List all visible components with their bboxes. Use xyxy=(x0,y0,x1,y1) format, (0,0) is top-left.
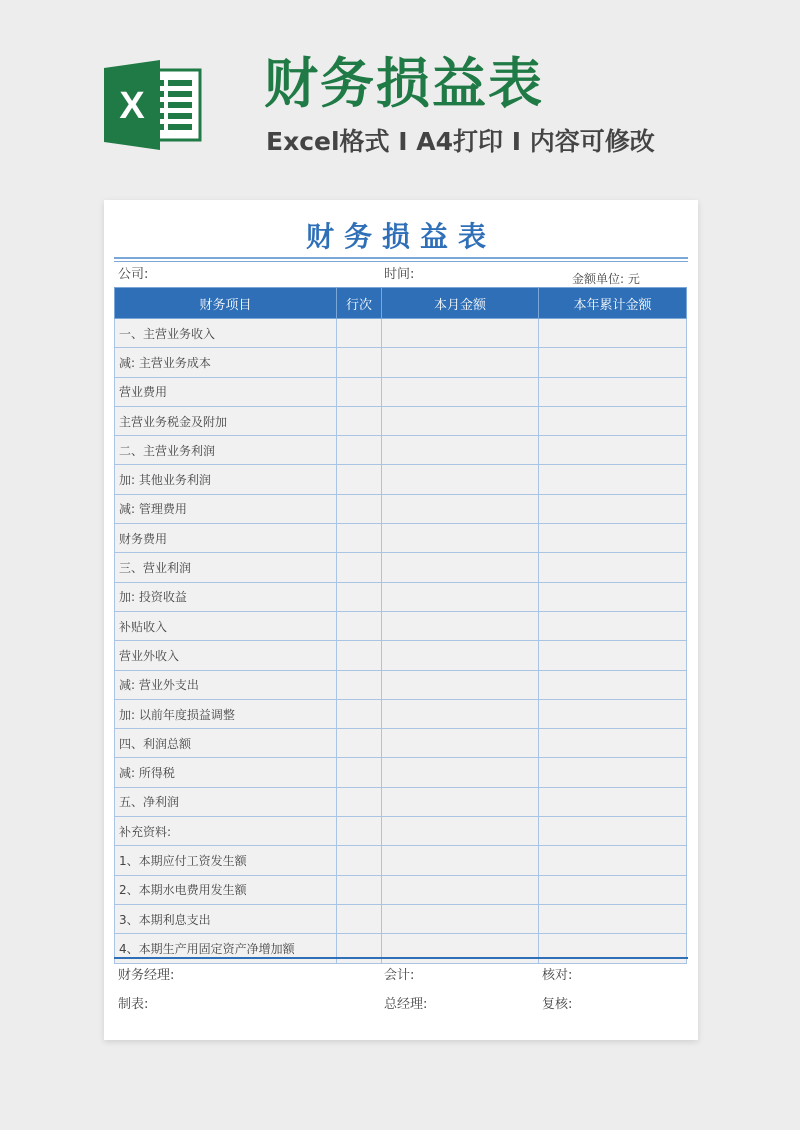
row-item-label: 五、净利润 xyxy=(115,787,337,816)
general-manager-label: 总经理: xyxy=(384,997,428,1012)
row-month-amount-cell[interactable] xyxy=(382,846,539,875)
row-line-no-cell[interactable] xyxy=(337,553,382,582)
table-row xyxy=(115,904,687,933)
row-item-label: 3、本期利息支出 xyxy=(115,904,337,933)
row-month-amount-cell[interactable] xyxy=(382,699,539,728)
column-header-item: 财务项目 xyxy=(115,288,337,319)
row-item-label: 减: 所得税 xyxy=(115,758,337,787)
row-month-amount-cell[interactable] xyxy=(382,377,539,406)
row-ytd-amount-cell[interactable] xyxy=(539,436,687,465)
row-ytd-amount-cell[interactable] xyxy=(539,611,687,640)
row-ytd-amount-cell[interactable] xyxy=(539,787,687,816)
unit-label: 金额单位: 元 xyxy=(572,272,640,286)
row-ytd-amount-cell[interactable] xyxy=(539,465,687,494)
row-month-amount-cell[interactable] xyxy=(382,582,539,611)
finance-manager-label: 财务经理: xyxy=(118,968,175,983)
row-line-no-cell[interactable] xyxy=(337,494,382,523)
table-row xyxy=(115,406,687,435)
row-ytd-amount-cell[interactable] xyxy=(539,641,687,670)
row-line-no-cell[interactable] xyxy=(337,465,382,494)
row-item-label: 财务费用 xyxy=(115,524,337,553)
row-item-label: 营业费用 xyxy=(115,377,337,406)
table-row xyxy=(115,524,687,553)
row-line-no-cell[interactable] xyxy=(337,758,382,787)
row-ytd-amount-cell[interactable] xyxy=(539,406,687,435)
row-ytd-amount-cell[interactable] xyxy=(539,494,687,523)
table-row xyxy=(115,319,687,348)
table-row xyxy=(115,641,687,670)
row-line-no-cell[interactable] xyxy=(337,319,382,348)
row-ytd-amount-cell[interactable] xyxy=(539,348,687,377)
row-month-amount-cell[interactable] xyxy=(382,758,539,787)
row-month-amount-cell[interactable] xyxy=(382,406,539,435)
row-ytd-amount-cell[interactable] xyxy=(539,377,687,406)
row-item-label: 1、本期应付工资发生额 xyxy=(115,846,337,875)
document-sheet xyxy=(104,200,698,1040)
row-line-no-cell[interactable] xyxy=(337,406,382,435)
row-item-label: 加: 其他业务利润 xyxy=(115,465,337,494)
row-ytd-amount-cell[interactable] xyxy=(539,319,687,348)
row-month-amount-cell[interactable] xyxy=(382,817,539,846)
row-item-label: 加: 投资收益 xyxy=(115,582,337,611)
row-item-label: 营业外收入 xyxy=(115,641,337,670)
row-month-amount-cell[interactable] xyxy=(382,465,539,494)
row-ytd-amount-cell[interactable] xyxy=(539,524,687,553)
table-row xyxy=(115,465,687,494)
income-statement-table xyxy=(114,287,687,964)
banner-title: 财务损益表 xyxy=(264,52,544,115)
row-line-no-cell[interactable] xyxy=(337,377,382,406)
row-item-label: 三、营业利润 xyxy=(115,553,337,582)
row-month-amount-cell[interactable] xyxy=(382,904,539,933)
column-header-ytd-amount: 本年累计金额 xyxy=(539,288,687,319)
table-header-row xyxy=(115,288,687,319)
row-month-amount-cell[interactable] xyxy=(382,553,539,582)
table-row xyxy=(115,729,687,758)
row-month-amount-cell[interactable] xyxy=(382,611,539,640)
table-row xyxy=(115,817,687,846)
table-row xyxy=(115,875,687,904)
row-item-label: 减: 管理费用 xyxy=(115,494,337,523)
table-row xyxy=(115,846,687,875)
table-row xyxy=(115,787,687,816)
row-ytd-amount-cell[interactable] xyxy=(539,904,687,933)
row-ytd-amount-cell[interactable] xyxy=(539,729,687,758)
row-line-no-cell[interactable] xyxy=(337,846,382,875)
row-item-label: 减: 营业外支出 xyxy=(115,670,337,699)
table-row xyxy=(115,582,687,611)
table-row xyxy=(115,699,687,728)
row-ytd-amount-cell[interactable] xyxy=(539,875,687,904)
row-item-label: 一、主营业务收入 xyxy=(115,319,337,348)
row-month-amount-cell[interactable] xyxy=(382,348,539,377)
row-line-no-cell[interactable] xyxy=(337,729,382,758)
title-divider xyxy=(114,257,688,259)
row-line-no-cell[interactable] xyxy=(337,641,382,670)
title-divider-thin xyxy=(114,261,688,262)
row-item-label: 补充资料: xyxy=(115,817,337,846)
row-month-amount-cell[interactable] xyxy=(382,524,539,553)
table-row xyxy=(115,377,687,406)
row-ytd-amount-cell[interactable] xyxy=(539,758,687,787)
row-item-label: 二、主营业务利润 xyxy=(115,436,337,465)
row-ytd-amount-cell[interactable] xyxy=(539,670,687,699)
row-line-no-cell[interactable] xyxy=(337,524,382,553)
row-month-amount-cell[interactable] xyxy=(382,641,539,670)
table-row xyxy=(115,436,687,465)
row-line-no-cell[interactable] xyxy=(337,699,382,728)
row-line-no-cell[interactable] xyxy=(337,348,382,377)
row-item-label: 4、本期生产用固定资产净增加额 xyxy=(115,934,337,963)
column-header-month-amount: 本月金额 xyxy=(382,288,539,319)
table-row xyxy=(115,553,687,582)
row-line-no-cell[interactable] xyxy=(337,817,382,846)
row-month-amount-cell[interactable] xyxy=(382,494,539,523)
row-month-amount-cell[interactable] xyxy=(382,729,539,758)
row-item-label: 补贴收入 xyxy=(115,611,337,640)
row-ytd-amount-cell[interactable] xyxy=(539,582,687,611)
table-row xyxy=(115,758,687,787)
row-item-label: 主营业务税金及附加 xyxy=(115,406,337,435)
column-header-line-no: 行次 xyxy=(337,288,382,319)
row-ytd-amount-cell[interactable] xyxy=(539,817,687,846)
row-month-amount-cell[interactable] xyxy=(382,875,539,904)
checker-label: 核对: xyxy=(542,968,573,983)
table-bottom-rule xyxy=(114,957,688,959)
row-month-amount-cell[interactable] xyxy=(382,436,539,465)
reviewer-label: 复核: xyxy=(542,997,573,1012)
row-item-label: 减: 主营业务成本 xyxy=(115,348,337,377)
accountant-label: 会计: xyxy=(384,968,415,983)
excel-icon xyxy=(104,60,204,150)
row-month-amount-cell[interactable] xyxy=(382,787,539,816)
row-line-no-cell[interactable] xyxy=(337,436,382,465)
row-line-no-cell[interactable] xyxy=(337,875,382,904)
preparer-label: 制表: xyxy=(118,997,149,1012)
row-line-no-cell[interactable] xyxy=(337,787,382,816)
table-row xyxy=(115,348,687,377)
table-row xyxy=(115,494,687,523)
row-ytd-amount-cell[interactable] xyxy=(539,553,687,582)
company-label: 公司: xyxy=(118,267,149,282)
row-ytd-amount-cell[interactable] xyxy=(539,846,687,875)
row-line-no-cell[interactable] xyxy=(337,611,382,640)
row-month-amount-cell[interactable] xyxy=(382,319,539,348)
row-line-no-cell[interactable] xyxy=(337,904,382,933)
excel-logo-letter: X xyxy=(119,85,145,127)
row-ytd-amount-cell[interactable] xyxy=(539,699,687,728)
row-item-label: 加: 以前年度损益调整 xyxy=(115,699,337,728)
row-line-no-cell[interactable] xyxy=(337,670,382,699)
time-label: 时间: xyxy=(384,267,415,282)
row-line-no-cell[interactable] xyxy=(337,582,382,611)
banner-subtitle: Excel格式 Ⅰ A4打印 Ⅰ 内容可修改 xyxy=(266,127,655,156)
table-row xyxy=(115,611,687,640)
row-item-label: 2、本期水电费用发生额 xyxy=(115,875,337,904)
row-item-label: 四、利润总额 xyxy=(115,729,337,758)
table-row xyxy=(115,670,687,699)
document-title: 财务损益表 xyxy=(305,220,496,253)
row-month-amount-cell[interactable] xyxy=(382,670,539,699)
